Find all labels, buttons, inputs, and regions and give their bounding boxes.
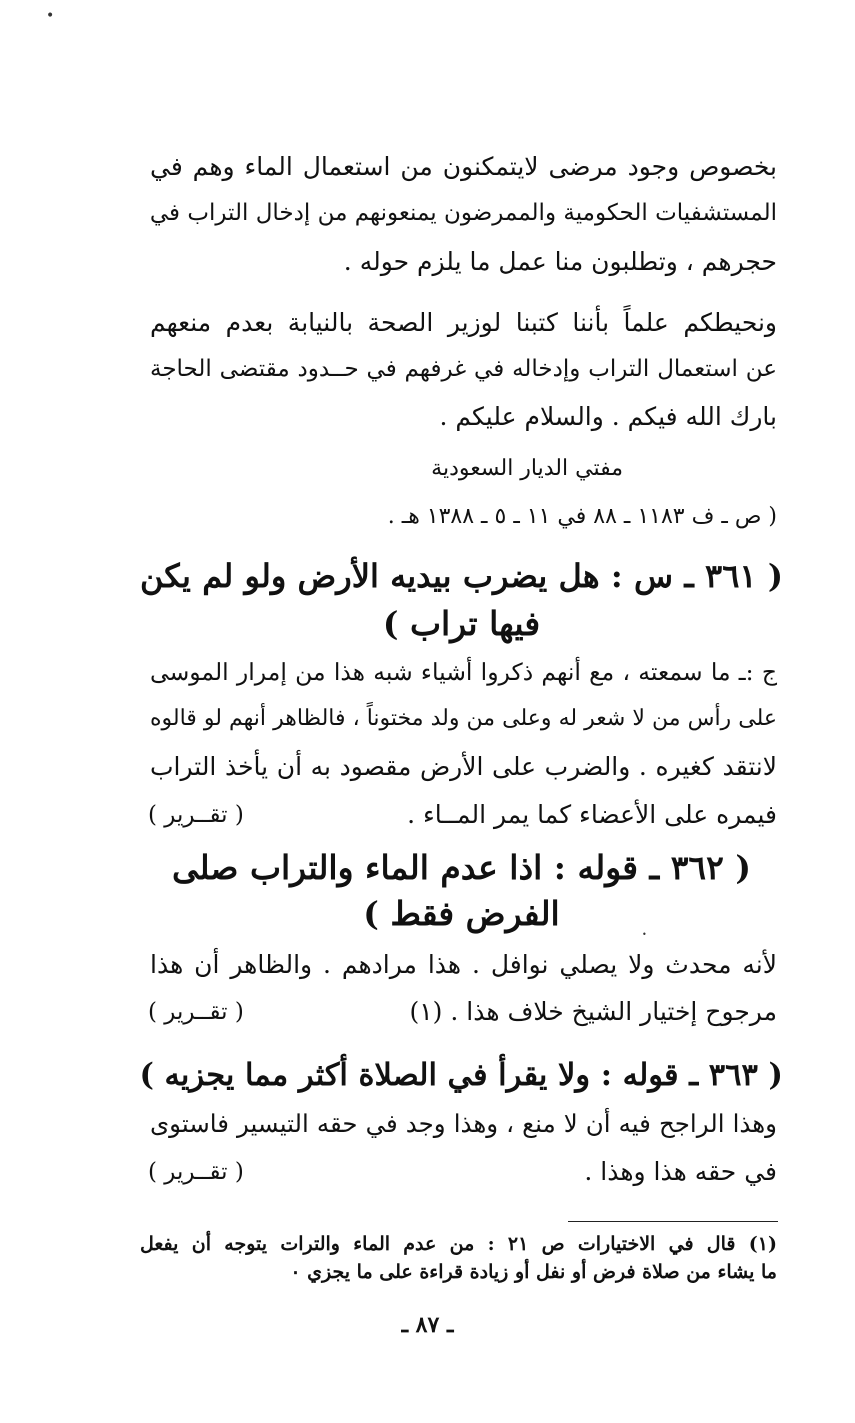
print-mark: •: [46, 8, 55, 24]
question-363-heading: ( ٣٦٣ ـ قوله : ولا يقرأ في الصلاة أكثر مما يجزيه ): [139, 1057, 783, 1093]
answer-line: لانتقد كغيره . والضرب على الأرض مقصود به أن يأخذ التراب: [150, 752, 777, 781]
signature: مفتي الديار السعودية: [431, 456, 623, 481]
source-tag: ( تقــرير ): [148, 802, 244, 828]
answer-line: ج :ـ ما سمعته ، مع أنهم ذكروا أشياء شبه هذا من إمرار الموسى: [150, 658, 777, 686]
footnote-line: (١) قال في الاختيارات ص ٢١ : من عدم الماء والترات يتوجه أن يفعل: [140, 1233, 777, 1255]
reference-line: ( ص ـ ف ١١٨٣ ـ ٨٨ في ١١ ـ ٥ ـ ١٣٨٨ هـ .: [387, 504, 777, 529]
question-361-heading: ( ٣٦١ ـ س : هل يضرب بيديه الأرض ولو لم يكن: [140, 557, 784, 595]
paragraph-line: المستشفيات الحكومية والممرضون يمنعونهم من إدخال التراب في: [149, 200, 777, 226]
answer-line: وهذا الراجح فيه أن لا منع ، وهذا وجد في حقه التيسير فاستوى: [150, 1109, 777, 1138]
question-361-heading-cont: فيها تراب ): [382, 604, 541, 643]
answer-line: في حقه هذا وهذا .: [584, 1157, 777, 1186]
footnote-rule: [568, 1221, 778, 1222]
footnote-line: ما يشاء من صلاة فرض أو نفل أو زيادة قراءة على ما يجزي ٠: [290, 1261, 777, 1283]
answer-line: على رأس من لا شعر له وعلى من ولد مختوناً ، فالظاهر أنهم لو قالوه: [150, 706, 777, 731]
answer-line: مرجوح إختيار الشيخ خلاف هذا . (١): [409, 997, 777, 1026]
answer-line: لأنه محدث ولا يصلي نوافل . هذا مرادهم . والظاهر أن هذا: [150, 950, 777, 979]
source-tag: ( تقــرير ): [148, 999, 244, 1025]
paragraph-line: حجرهم ، وتطلبون منا عمل ما يلزم حوله .: [343, 247, 777, 276]
paragraph-line: بارك الله فيكم . والسلام عليكم .: [439, 402, 777, 431]
print-mark: •: [642, 930, 647, 939]
paragraph-line: بخصوص وجود مرضى لايتمكنون من استعمال الماء وهم في: [150, 152, 777, 181]
source-tag: ( تقــرير ): [148, 1159, 244, 1185]
question-362-heading: ( ٣٦٢ ـ قوله : اذا عدم الماء والتراب صلى: [172, 848, 751, 887]
question-362-heading-cont: الفرض فقط ): [363, 894, 560, 933]
paragraph-line: ونحيطكم علماً بأننا كتبنا لوزير الصحة بالنيابة بعدم منعهم: [150, 308, 777, 337]
answer-line: فيمره على الأعضاء كما يمر المــاء .: [407, 800, 777, 829]
page-number: ـ ٨٧ ـ: [401, 1312, 454, 1338]
paragraph-line: عن استعمال التراب وإدخاله في غرفهم في حــدود مقتضى الحاجة: [150, 356, 777, 382]
